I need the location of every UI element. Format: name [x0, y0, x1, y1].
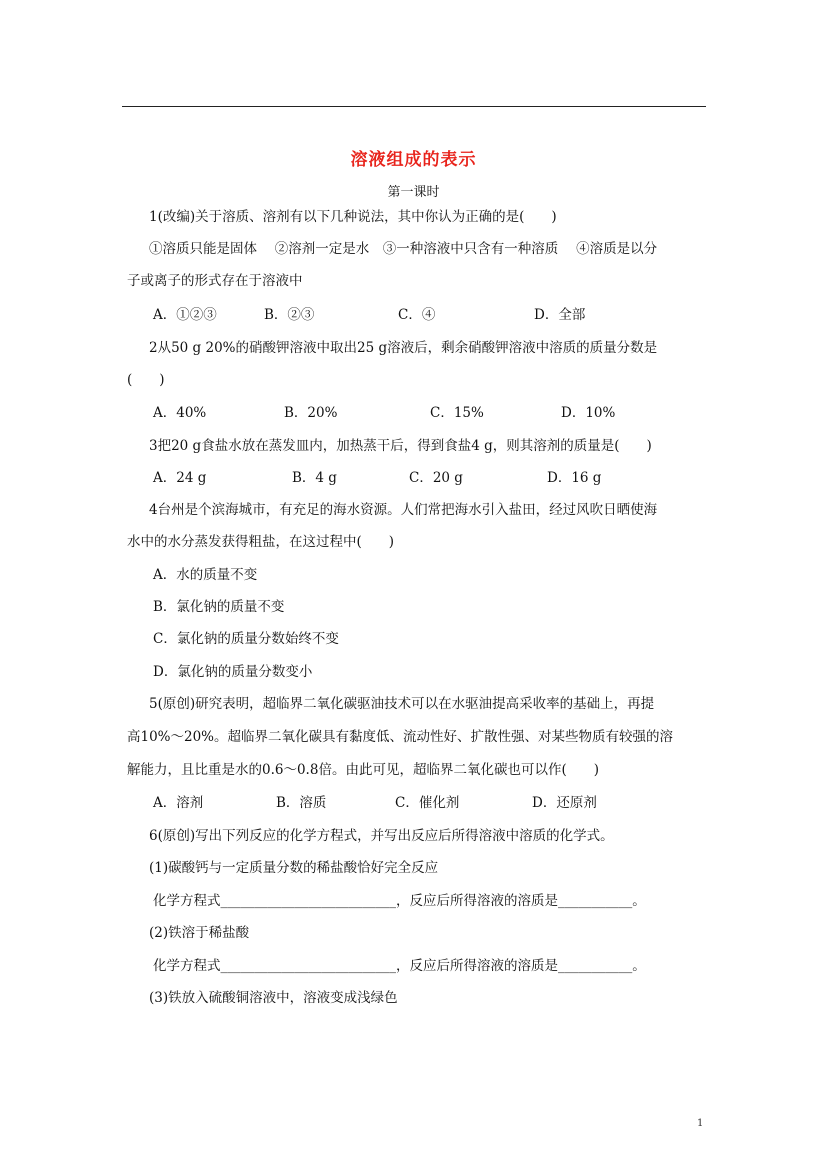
option-a: A．24 g — [153, 470, 207, 486]
question-1-items: ①溶质只能是固体 ②溶剂一定是水 ③一种溶液中只含有一种溶质 ④溶质是以分 — [149, 241, 658, 257]
question-6-part-3: (3)铁放入硫酸铜溶液中，溶液变成浅绿色 — [149, 990, 398, 1006]
question-5-stem: 5(原创)研究表明，超临界二氧化碳驱油技术可以在水驱油提高采收率的基础上，再提 — [149, 696, 655, 712]
question-2-stem-cont: ( ) — [127, 372, 165, 388]
option-b: B．4 g — [292, 470, 337, 486]
option-b: B．20% — [284, 405, 338, 421]
page-title: 溶液组成的表示 — [350, 150, 477, 170]
option-c: C．④ — [398, 307, 436, 323]
question-1-stem: 1(改编)关于溶质、溶剂有以下几种说法，其中你认为正确的是( ) — [149, 209, 557, 225]
question-6-part-1: (1)碳酸钙与一定质量分数的稀盐酸恰好完全反应 — [149, 860, 439, 876]
option-c: C．20 g — [409, 470, 463, 486]
option-c: C．15% — [430, 405, 484, 421]
header-rule — [122, 106, 706, 107]
lesson-subtitle: 第一课时 — [387, 185, 440, 200]
option-a: A．①②③ — [153, 307, 217, 323]
option-a: A．溶剂 — [153, 795, 204, 811]
question-5-stem-cont-2: 解能力，且比重是水的0.6～0.8倍。由此可见，超临界二氧化碳也可以作( ) — [127, 762, 599, 778]
option-c: C．催化剂 — [395, 795, 460, 811]
question-6-part-2: (2)铁溶于稀盐酸 — [149, 925, 250, 941]
question-5-stem-cont-1: 高10%～20%。超临界二氧化碳具有黏度低、流动性好、扩散性强、对某些物质有较强的溶 — [127, 729, 674, 745]
option-d: D．还原剂 — [532, 795, 597, 811]
question-3-stem: 3把20 g食盐水放在蒸发皿内，加热蒸干后，得到食盐4 g，则其溶剂的质量是( ) — [149, 438, 652, 454]
question-6-answer-1: 化学方程式__________________________，反应后所得溶液的溶质是___________。 — [153, 893, 646, 909]
question-4-option-b: B．氯化钠的质量不变 — [153, 599, 285, 615]
question-6-stem: 6(原创)写出下列反应的化学方程式，并写出反应后所得溶液中溶质的化学式。 — [149, 828, 614, 844]
question-4-option-d: D．氯化钠的质量分数变小 — [153, 664, 313, 680]
page-number: 1 — [697, 1118, 704, 1129]
question-6-answer-2: 化学方程式__________________________，反应后所得溶液的溶质是___________。 — [153, 958, 646, 974]
question-4-option-c: C．氯化钠的质量分数始终不变 — [153, 631, 339, 647]
option-b: B．溶质 — [276, 795, 327, 811]
question-4-option-a: A．水的质量不变 — [153, 567, 258, 583]
question-2-stem: 2从50 g 20%的硝酸钾溶液中取出25 g溶液后，剩余硝酸钾溶液中溶质的质量分数是 — [149, 340, 658, 356]
question-4-stem: 4台州是个滨海城市，有充足的海水资源。人们常把海水引入盐田，经过风吹日晒使海 — [149, 502, 658, 518]
question-4-stem-cont: 水中的水分蒸发获得粗盐，在这过程中( ) — [127, 534, 395, 550]
option-d: D．10% — [561, 405, 616, 421]
question-1-items-cont: 子或离子的形式存在于溶液中 — [127, 273, 303, 289]
option-d: D．全部 — [534, 307, 586, 323]
option-d: D．16 g — [547, 470, 602, 486]
option-b: B．②③ — [264, 307, 315, 323]
option-a: A．40% — [153, 405, 207, 421]
